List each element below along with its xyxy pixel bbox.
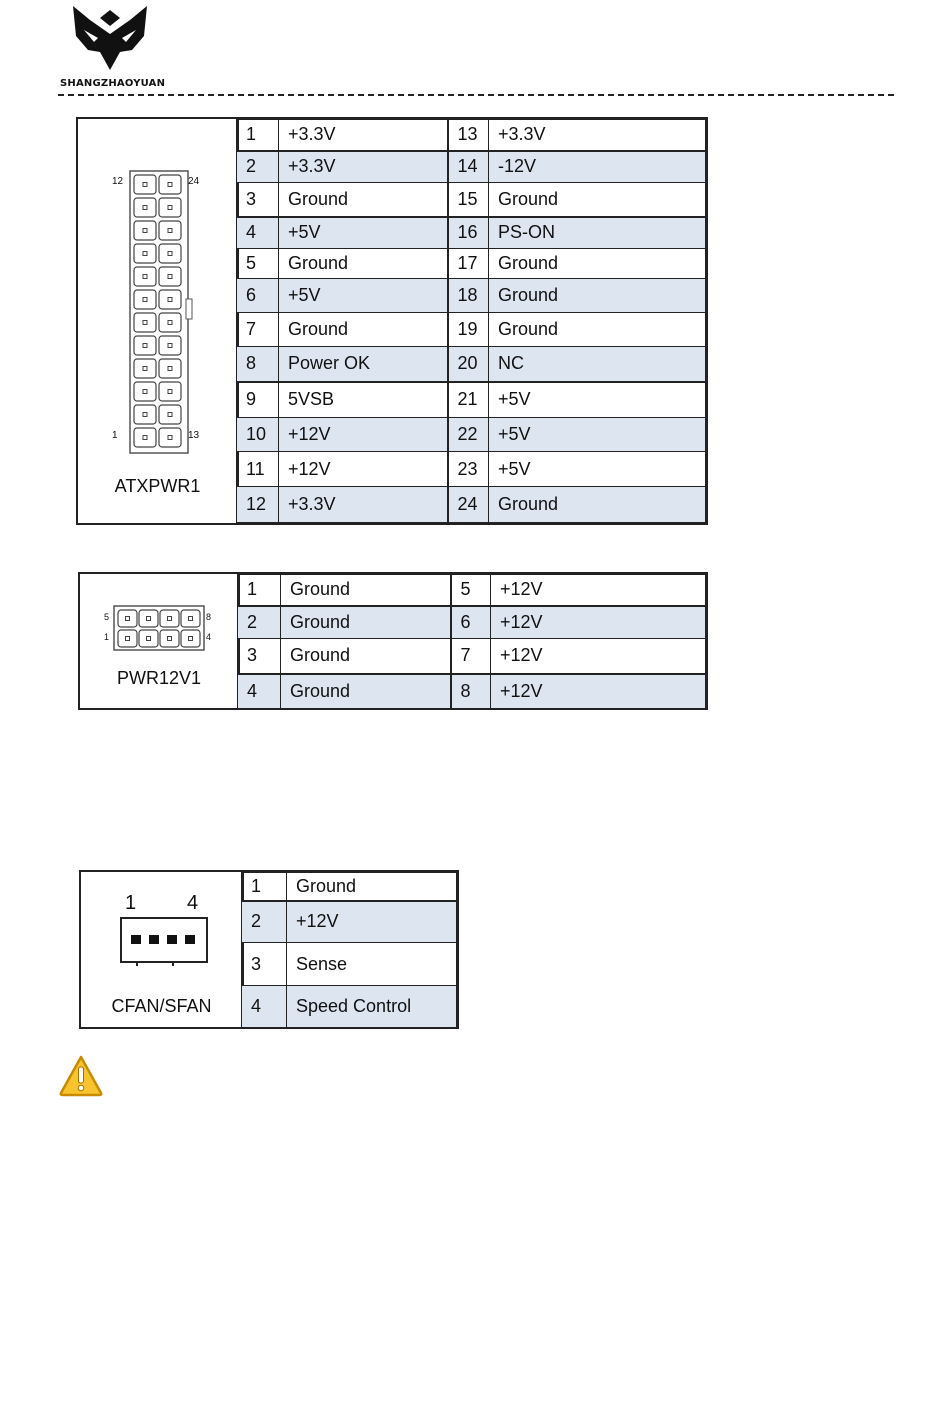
atx-signal-a: +3.3V [279,120,448,151]
atx-pin-row [237,279,706,313]
atx-signal-a: Power OK [279,347,448,382]
atx-signal-b: -12V [489,151,706,183]
atx-connector-name: ATXPWR1 [114,476,201,496]
brand-logo-icon [70,6,150,72]
atx-pin-socket [159,221,181,240]
pwr12v-pin-socket [139,610,158,627]
atx-pin-row [237,249,706,279]
atx-signal-a: +12V [279,418,448,452]
atx-pin-b: 20 [448,347,489,382]
pwr12v-pin-table [237,574,706,709]
atx-pin-a: 8 [237,347,279,382]
atx-pin-row [237,452,706,487]
atx-pin-a: 10 [237,418,279,452]
atx-pin-socket [134,267,156,286]
atx-pin-socket [159,336,181,355]
atx-pin-label-13: 13 [188,430,200,441]
atx-pin-socket [159,405,181,424]
atx-signal-b: +5V [489,452,706,487]
atx-pin-row [237,418,706,452]
brand-name: SHANGZHAOYUAN [60,78,166,89]
atx-pin-socket [134,290,156,309]
warning-icon [58,1054,104,1098]
atx-pin-b: 17 [448,249,489,279]
atx-pin-a: 9 [237,382,279,418]
atx-pin-socket [159,198,181,217]
fan-signal: Speed Control [287,986,457,1028]
atx-signal-a: +3.3V [279,151,448,183]
pwr12v-signal-a: Ground [281,606,451,639]
atx-pin-row [237,313,706,347]
fan-signal: +12V [287,901,457,943]
pwr12v-pin-label-8: 8 [206,612,212,622]
fan-signal: Sense [287,943,457,986]
atx-pin-b: 14 [448,151,489,183]
atx-signal-b: Ground [489,279,706,313]
fan-signal: Ground [287,873,457,901]
header-divider [58,94,894,96]
pwr12v-signal-a: Ground [281,639,451,674]
pwr12v-signal-a: Ground [281,575,451,606]
pwr12v-pin-a: 2 [238,606,281,639]
atx-pin-socket [134,313,156,332]
pwr12v-pin-row [238,639,706,674]
atx-signal-a: +3.3V [279,487,448,523]
atx-signal-a: Ground [279,183,448,217]
atx-pin-socket [159,244,181,263]
atx-pin-row [237,217,706,249]
pwr12v-pin-b: 7 [451,639,491,674]
atx-pin-socket [134,428,156,447]
atx-pin-a: 2 [237,151,279,183]
pwr12v-pin-socket [118,630,137,647]
atx-pin-socket [159,382,181,401]
pwr12v-connector-diagram [80,574,240,708]
pwr12v-connector-name: PWR12V1 [116,668,202,688]
atx-signal-a: +5V [279,279,448,313]
pwr12v-pin-label-1: 1 [104,632,110,642]
brand-logo [56,6,166,92]
atx-signal-b: +3.3V [489,120,706,151]
atx-pin-socket [134,405,156,424]
fan-connector-name: CFAN/SFAN [111,996,212,1016]
atx-signal-b: Ground [489,249,706,279]
atx-pin-b: 16 [448,217,489,249]
pwr12v-pin-socket [160,630,179,647]
atx-signal-b: NC [489,347,706,382]
fan-pin: 1 [242,873,287,901]
pwr12v-pin-b: 8 [451,674,491,709]
atx-pin-socket [134,359,156,378]
atx-signal-b: Ground [489,183,706,217]
fan-pin-row [242,901,457,943]
pwr12v-pin-socket [160,610,179,627]
pwr12v-pin-a: 4 [238,674,281,709]
pwr12v-pin-socket [139,630,158,647]
fan-connector-icon [119,916,219,966]
atx-pin-socket [159,290,181,309]
atx-pin-a: 12 [237,487,279,523]
atx-pin-label-12: 12 [112,176,124,187]
atx-signal-a: +5V [279,217,448,249]
atx-pin-socket [159,267,181,286]
atx-signal-b: Ground [489,313,706,347]
atx-pinout-box [76,117,708,525]
fan-pinout-box [79,870,459,1029]
atx-pin-socket [159,313,181,332]
atx-pin-a: 6 [237,279,279,313]
pwr12v-pin-row [238,606,706,639]
atx-pin-b: 18 [448,279,489,313]
atx-signal-a: +12V [279,452,448,487]
fan-pin-row [242,943,457,986]
atx-pin-row [237,151,706,183]
pwr12v-pin-label-4: 4 [206,632,212,642]
atx-pin-b: 15 [448,183,489,217]
atx-signal-b: Ground [489,487,706,523]
atx-connector-icon [78,163,237,463]
atx-pin-a: 5 [237,249,279,279]
atx-pin-socket [159,428,181,447]
fan-pin-row [242,873,457,901]
pwr12v-pin-row [238,674,706,709]
atx-pin-b: 22 [448,418,489,452]
atx-signal-a: 5VSB [279,382,448,418]
atx-pin-a: 3 [237,183,279,217]
atx-pin-socket [159,175,181,194]
pwr12v-signal-b: +12V [491,606,706,639]
pwr12v-pin-b: 5 [451,575,491,606]
atx-pin-socket [134,336,156,355]
atx-signal-b: PS-ON [489,217,706,249]
atx-pin-b: 21 [448,382,489,418]
atx-pin-socket [134,198,156,217]
pwr12v-pin-a: 1 [238,575,281,606]
atx-signal-a: Ground [279,249,448,279]
atx-pin-row [237,487,706,523]
atx-signal-b: +5V [489,418,706,452]
fan-pin-table [241,872,457,1028]
pwr12v-pin-row [238,575,706,606]
atx-pin-b: 19 [448,313,489,347]
atx-pin-a: 11 [237,452,279,487]
atx-connector-diagram [78,119,239,523]
atx-pin-table [236,119,706,523]
pwr12v-pin-b: 6 [451,606,491,639]
pwr12v-signal-b: +12V [491,575,706,606]
atx-pin-socket [134,382,156,401]
atx-pin-b: 24 [448,487,489,523]
fan-connector-diagram [81,872,244,1027]
atx-pin-b: 13 [448,120,489,151]
pwr12v-pin-socket [118,610,137,627]
pwr12v-pinout-box [78,572,708,710]
pwr12v-signal-b: +12V [491,674,706,709]
fan-pin: 3 [242,943,287,986]
fan-pin: 2 [242,901,287,943]
atx-pin-socket [134,221,156,240]
atx-pin-b: 23 [448,452,489,487]
pwr12v-pin-socket [181,630,200,647]
atx-pin-row [237,120,706,151]
atx-pin-a: 4 [237,217,279,249]
atx-pin-a: 7 [237,313,279,347]
fan-pin-label-1: 1 [125,892,137,914]
pwr12v-signal-a: Ground [281,674,451,709]
fan-pin: 4 [242,986,287,1028]
pwr12v-pin-socket [181,610,200,627]
pwr12v-pin-a: 3 [238,639,281,674]
pwr12v-pin-label-5: 5 [104,612,110,622]
atx-pin-row [237,347,706,382]
atx-pin-label-1: 1 [112,430,118,441]
atx-pin-row [237,183,706,217]
atx-signal-b: +5V [489,382,706,418]
atx-pin-socket [134,175,156,194]
fan-pin-label-4: 4 [187,892,199,914]
atx-signal-a: Ground [279,313,448,347]
fan-pin-row [242,986,457,1028]
atx-pin-socket [134,244,156,263]
atx-pin-a: 1 [237,120,279,151]
atx-pin-socket [159,359,181,378]
atx-pin-row [237,382,706,418]
pwr12v-signal-b: +12V [491,639,706,674]
atx-pin-label-24: 24 [188,176,200,187]
